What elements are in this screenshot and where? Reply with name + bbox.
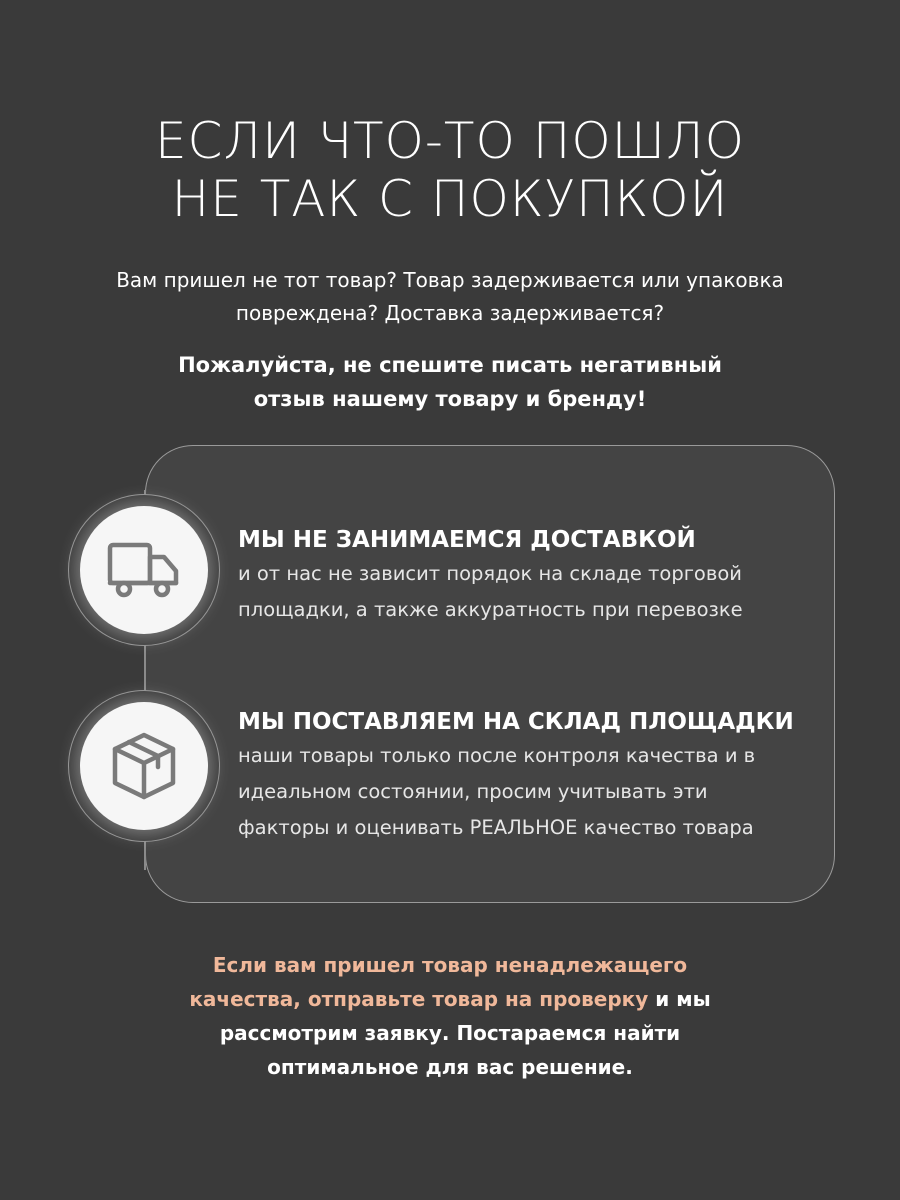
- feature-quality-heading: МЫ ПОСТАВЛЯЕМ НА СКЛАД ПЛОЩАДКИ: [238, 709, 794, 735]
- note-line-2: отзыв нашему товару и бренду!: [253, 387, 647, 411]
- truck-icon-badge: [80, 506, 208, 634]
- feature-delivery-line-1: и от нас не зависит порядок на складе торговой: [238, 562, 742, 585]
- feature-delivery-line-2: площадки, а также аккуратность при перевозке: [238, 598, 743, 621]
- feature-quality: [238, 706, 794, 846]
- feature-delivery-text: [238, 556, 743, 628]
- bottom-accent-line-1: Если вам пришел товар ненадлежащего: [212, 953, 688, 977]
- feature-delivery: [238, 524, 743, 628]
- page-title: [0, 112, 900, 228]
- warning-note: [0, 348, 900, 416]
- intro-text: [0, 264, 900, 330]
- title-line-2: НЕ ТАК С ПОКУПКОЙ: [171, 170, 729, 228]
- feature-delivery-heading: МЫ НЕ ЗАНИМАЕМСЯ ДОСТАВКОЙ: [238, 527, 696, 553]
- intro-line-2: повреждена? Доставка задерживается?: [235, 301, 665, 325]
- feature-quality-line-2: идеальном состоянии, просим учитывать эти: [238, 780, 708, 803]
- package-box-icon: [107, 729, 181, 803]
- box-icon-badge: [80, 702, 208, 830]
- delivery-truck-icon: [106, 539, 182, 601]
- bottom-line-3: рассмотрим заявку. Постараемся найти: [219, 1021, 681, 1045]
- bottom-line-2-rest: и мы: [648, 987, 711, 1011]
- bottom-line-4: оптимальное для вас решение.: [267, 1055, 633, 1079]
- feature-quality-line-1: наши товары только после контроля качества и в: [238, 744, 756, 767]
- bottom-accent-line-2: качества, отправьте товар на проверку: [189, 987, 649, 1011]
- feature-quality-line-3: факторы и оценивать РЕАЛЬНОЕ качество товара: [238, 816, 754, 839]
- note-line-1: Пожалуйста, не спешите писать негативный: [178, 353, 722, 377]
- bottom-message: [0, 948, 900, 1084]
- intro-line-1: Вам пришел не тот товар? Товар задерживается или упаковка: [116, 268, 784, 292]
- feature-quality-text: [238, 738, 794, 846]
- title-line-1: ЕСЛИ ЧТО-ТО ПОШЛО: [154, 112, 746, 170]
